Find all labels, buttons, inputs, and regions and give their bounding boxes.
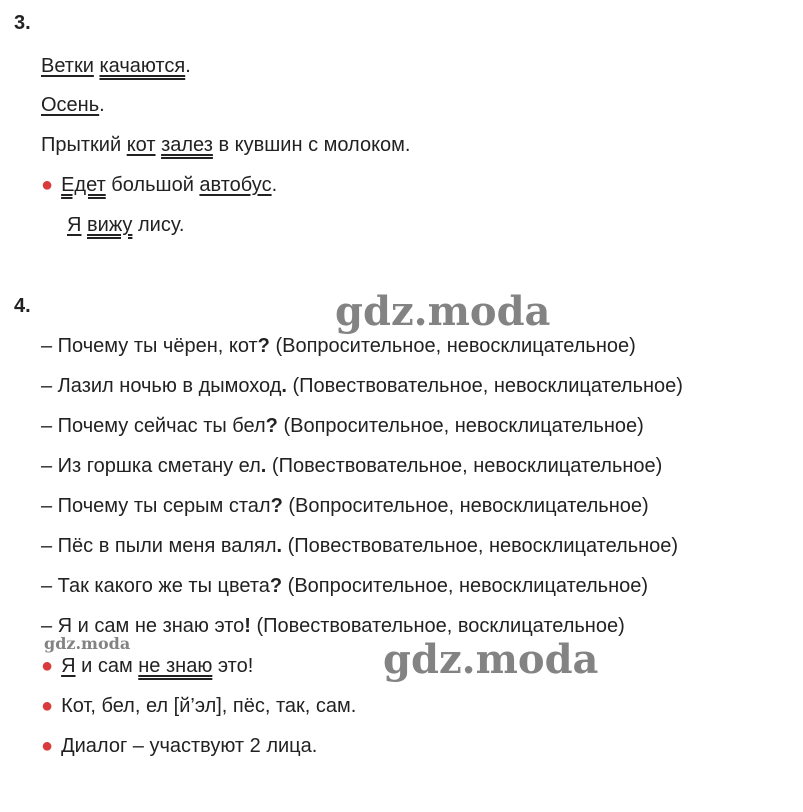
dialog-line: – Из горшка сметану ел. (Повествовательное, невосклицательное) — [41, 455, 663, 477]
subject-word: автобус — [199, 174, 272, 196]
bullet-icon: ● — [41, 655, 54, 677]
predicate-word: не знаю — [138, 655, 213, 677]
bullet-line-3: ● Диалог – участвуют 2 лица. — [41, 735, 318, 757]
task-3-number: 3. — [14, 12, 31, 34]
dialog-line: – Лазил ночью в дымоход. (Повествовательное, невосклицательное) — [41, 375, 683, 397]
sentence-3: Прыткий кот залез в кувшин с молоком. — [41, 134, 411, 156]
predicate-word: вижу — [87, 214, 133, 236]
subject-word: кот — [126, 134, 156, 156]
subject-word: Ветки — [41, 55, 94, 77]
subject-word: Осень — [41, 94, 100, 116]
sentence-5: Я вижу лису. — [67, 214, 185, 236]
sentence-4: ● Едет большой автобус. — [41, 174, 278, 196]
bullet-line-1: ● Я и сам не знаю это! — [41, 655, 254, 677]
sentence-2: Осень. — [41, 94, 105, 116]
subject-word: Я — [61, 655, 76, 677]
dialog-line: – Пёс в пыли меня валял. (Повествовательное, невосклицательное) — [41, 535, 679, 557]
subject-word: Я — [67, 214, 82, 236]
watermark: gdz.moda — [335, 288, 551, 335]
sentence-1: Ветки качаются. — [41, 55, 191, 77]
bullet-line-2: ● Кот, бел, ел [й’эл], пёс, так, сам. — [41, 695, 357, 717]
dialog-line: – Почему ты чёрен, кот? (Вопросительное, невосклицательное) — [41, 335, 636, 357]
dialog-line: – Я и сам не знаю это! (Повествовательное, восклицательное) — [41, 615, 625, 637]
bullet-icon: ● — [41, 695, 54, 717]
task-4-number: 4. — [14, 295, 31, 317]
watermark-small: gdz.moda — [44, 634, 131, 653]
predicate-word: залез — [161, 134, 213, 156]
dialog-line: – Почему сейчас ты бел? (Вопросительное, невосклицательное) — [41, 415, 644, 437]
dialog-line: – Почему ты серым стал? (Вопросительное, невосклицательное) — [41, 495, 649, 517]
watermark: gdz.moda — [383, 636, 599, 683]
dialog-line: – Так какого же ты цвета? (Вопросительное, невосклицательное) — [41, 575, 649, 597]
bullet-icon: ● — [41, 735, 54, 757]
predicate-word: Едет — [61, 174, 106, 196]
predicate-word: качаются — [99, 55, 186, 77]
bullet-icon: ● — [41, 174, 54, 196]
